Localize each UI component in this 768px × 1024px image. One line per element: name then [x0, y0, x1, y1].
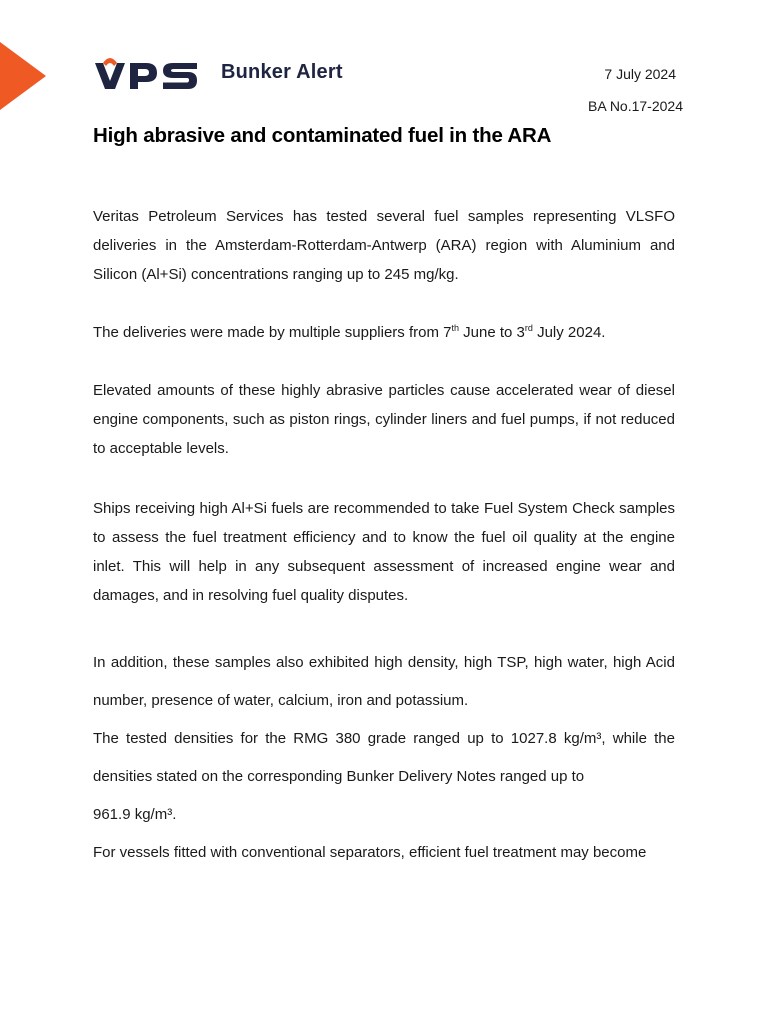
paragraph-recommendation: Ships receiving high Al+Si fuels are recommended to take Fuel System Check samples to assess the fuel treatment efficiency and to know the fuel oil quality at the engine inlet. This will help in any subsequent assessment of increased engine wear and damages, and in resolving fuel quality disputes. — [93, 500, 675, 604]
paragraph-test-findings: Veritas Petroleum Services has tested several fuel samples representing VLSFO deliveries in the Amsterdam-Rotterdam-Antwerp (ARA) region with Aluminium and Silicon (Al+Si) concentrations ranging up to 245 mg/kg. — [93, 208, 675, 283]
page-title: High abrasive and contaminated fuel in the ARA — [93, 124, 552, 147]
brand-title: Bunker Alert — [221, 61, 343, 83]
paragraph-density-findings: The tested densities for the RMG 380 grade ranged up to 1027.8 kg/m³, while the densities stated on the corresponding Bunker Delivery Notes ranged up to — [93, 730, 675, 785]
paragraph-separator-note: For vessels fitted with conventional separators, efficient fuel treatment may become — [93, 844, 647, 861]
vps-logo — [93, 55, 201, 93]
paragraph-wear-effects: Elevated amounts of these highly abrasive particles cause accelerated wear of diesel engine components, such as piston rings, cylinder liners and fuel pumps, if not reduced to acceptable levels. — [93, 382, 675, 457]
paragraph-density-value: 961.9 kg/m³. — [93, 806, 177, 823]
paragraph-delivery-dates: The deliveries were made by multiple suppliers from 7th June to 3rd July 2024. — [93, 323, 606, 341]
corner-triangle-mark — [0, 42, 46, 110]
publication-date: 7 July 2024 — [604, 66, 676, 82]
paragraph-additional-findings: In addition, these samples also exhibited high density, high TSP, high water, high Acid number, presence of water, calcium, iron and potassium. — [93, 654, 675, 709]
alert-reference-number: BA No.17-2024 — [588, 98, 683, 114]
